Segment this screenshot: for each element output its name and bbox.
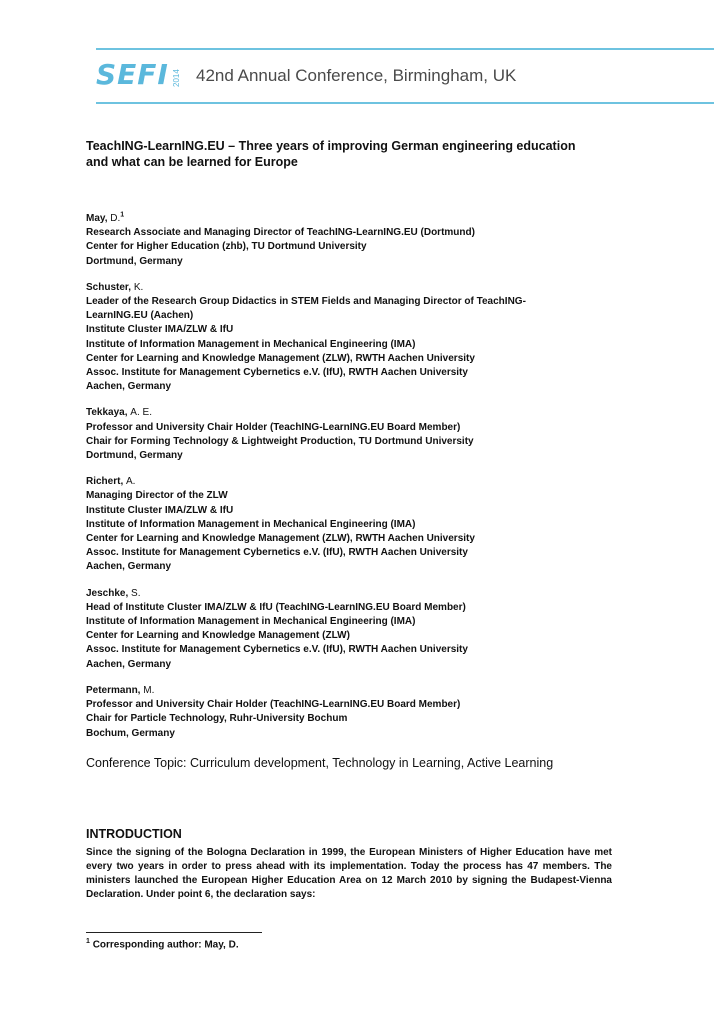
author-name <box>86 212 612 226</box>
author-affiliation-line: Assoc. Institute for Management Cybernetics e.V. (IfU), RWTH Aachen University <box>86 547 468 559</box>
author-affiliation-line: Aachen, Germany <box>86 561 172 573</box>
author-affiliation-line: Center for Higher Education (zhb), TU Dortmund University <box>86 241 367 253</box>
footnote-text: Corresponding author: May, D. <box>92 939 239 951</box>
conference-name: 42nd Annual Conference, Birmingham, UK <box>196 66 517 85</box>
author-block <box>86 281 612 395</box>
author-name <box>86 684 612 698</box>
paper-title-line2: and what can be learned for Europe <box>86 155 298 169</box>
author-affiliation-line: Dortmund, Germany <box>86 255 183 267</box>
header-top-rule <box>96 48 714 50</box>
footnote-reference: 1 <box>120 211 125 219</box>
author-affiliation-line: Assoc. Institute for Management Cybernetics e.V. (IfU), RWTH Aachen University <box>86 644 468 656</box>
author-surname: Tekkaya, <box>86 407 128 419</box>
author-affiliation-line: Research Associate and Managing Director of TeachING-LearnING.EU (Dortmund) <box>86 227 475 239</box>
author-name <box>86 475 612 489</box>
author-affiliation-line: Center for Learning and Knowledge Management (ZLW) <box>86 630 350 642</box>
author-initials: K. <box>133 281 144 293</box>
author-name <box>86 281 612 295</box>
author-affiliation-line: Dortmund, Germany <box>86 450 183 462</box>
author-name <box>86 406 612 420</box>
page-content <box>86 138 612 902</box>
author-surname: Jeschke, <box>86 587 129 599</box>
author-affiliation-line: Assoc. Institute for Management Cybernetics e.V. (IfU), RWTH Aachen University <box>86 367 468 379</box>
author-affiliation-line: Professor and University Chair Holder (TeachING-LearnING.EU Board Member) <box>86 699 461 711</box>
author-affiliation-line: Institute of Information Management in Mechanical Engineering (IMA) <box>86 616 416 628</box>
author-initials: S. <box>131 587 141 599</box>
introduction-text: Since the signing of the Bologna Declaration in 1999, the European Ministers of Higher Education have met every two years in order to press ahead with its implementation. Today the process has 47 members. The ministers launched the European Higher Education Area on 12 March 2010 by signing the Budapest-Vienna Declaration. Under point 6, the declaration says: <box>86 846 612 900</box>
author-affiliation-line: Aachen, Germany <box>86 658 172 670</box>
author-block <box>86 684 612 741</box>
author-affiliation-line: Managing Director of the ZLW <box>86 490 228 502</box>
sefi-logo: SEFI <box>96 58 169 91</box>
author-initials: D. <box>110 213 121 224</box>
author-initials: M. <box>143 684 155 696</box>
author-affiliation-line: Institute Cluster IMA/ZLW & IfU <box>86 504 234 516</box>
author-affiliation-line: Leader of the Research Group Didactics in STEM Fields and Managing Director of TeachING- <box>86 296 526 308</box>
author-affiliation-line: Aachen, Germany <box>86 381 172 393</box>
author-surname: Schuster, <box>86 281 132 293</box>
paper-title-line1: TeachING-LearnING.EU – Three years of improving German engineering education <box>86 139 576 153</box>
author-affiliation-line: Institute of Information Management in Mechanical Engineering (IMA) <box>86 338 416 350</box>
author-affiliation-line: Center for Learning and Knowledge Management (ZLW), RWTH Aachen University <box>86 533 475 545</box>
author-affiliation-line: Bochum, Germany <box>86 727 175 739</box>
author-surname: Petermann, <box>86 684 141 696</box>
author-block <box>86 475 612 574</box>
conference-header <box>96 48 714 108</box>
paper-title <box>86 138 612 170</box>
author-affiliation-line: Chair for Forming Technology & Lightweight Production, TU Dortmund University <box>86 435 474 447</box>
footnote-rule <box>86 932 262 933</box>
author-block <box>86 587 612 672</box>
author-affiliation-line: Institute of Information Management in Mechanical Engineering (IMA) <box>86 518 416 530</box>
conference-topic: Conference Topic: Curriculum development, Technology in Learning, Active Learning <box>86 755 554 770</box>
introduction-heading: INTRODUCTION <box>86 826 182 841</box>
author-initials: A. <box>126 476 136 488</box>
author-surname: May, <box>86 213 108 224</box>
author-block <box>86 212 612 269</box>
author-affiliation-line: Center for Learning and Knowledge Management (ZLW), RWTH Aachen University <box>86 352 475 364</box>
author-list <box>86 212 612 741</box>
author-affiliation-line: Institute Cluster IMA/ZLW & IfU <box>86 324 234 336</box>
author-initials: A. E. <box>130 407 152 419</box>
author-name <box>86 587 612 601</box>
footnote <box>86 938 239 950</box>
author-surname: Richert, <box>86 476 124 488</box>
author-affiliation-line: Chair for Particle Technology, Ruhr-University Bochum <box>86 713 348 725</box>
author-affiliation-line: Head of Institute Cluster IMA/ZLW & IfU (TeachING-LearnING.EU Board Member) <box>86 601 466 613</box>
sefi-logo-year: 2014 <box>172 69 181 87</box>
author-affiliation-line: LearnING.EU (Aachen) <box>86 310 194 322</box>
author-block <box>86 406 612 463</box>
author-affiliation-line: Professor and University Chair Holder (TeachING-LearnING.EU Board Member) <box>86 421 461 433</box>
header-bottom-rule <box>96 102 714 104</box>
footnote-marker: 1 <box>86 938 90 945</box>
